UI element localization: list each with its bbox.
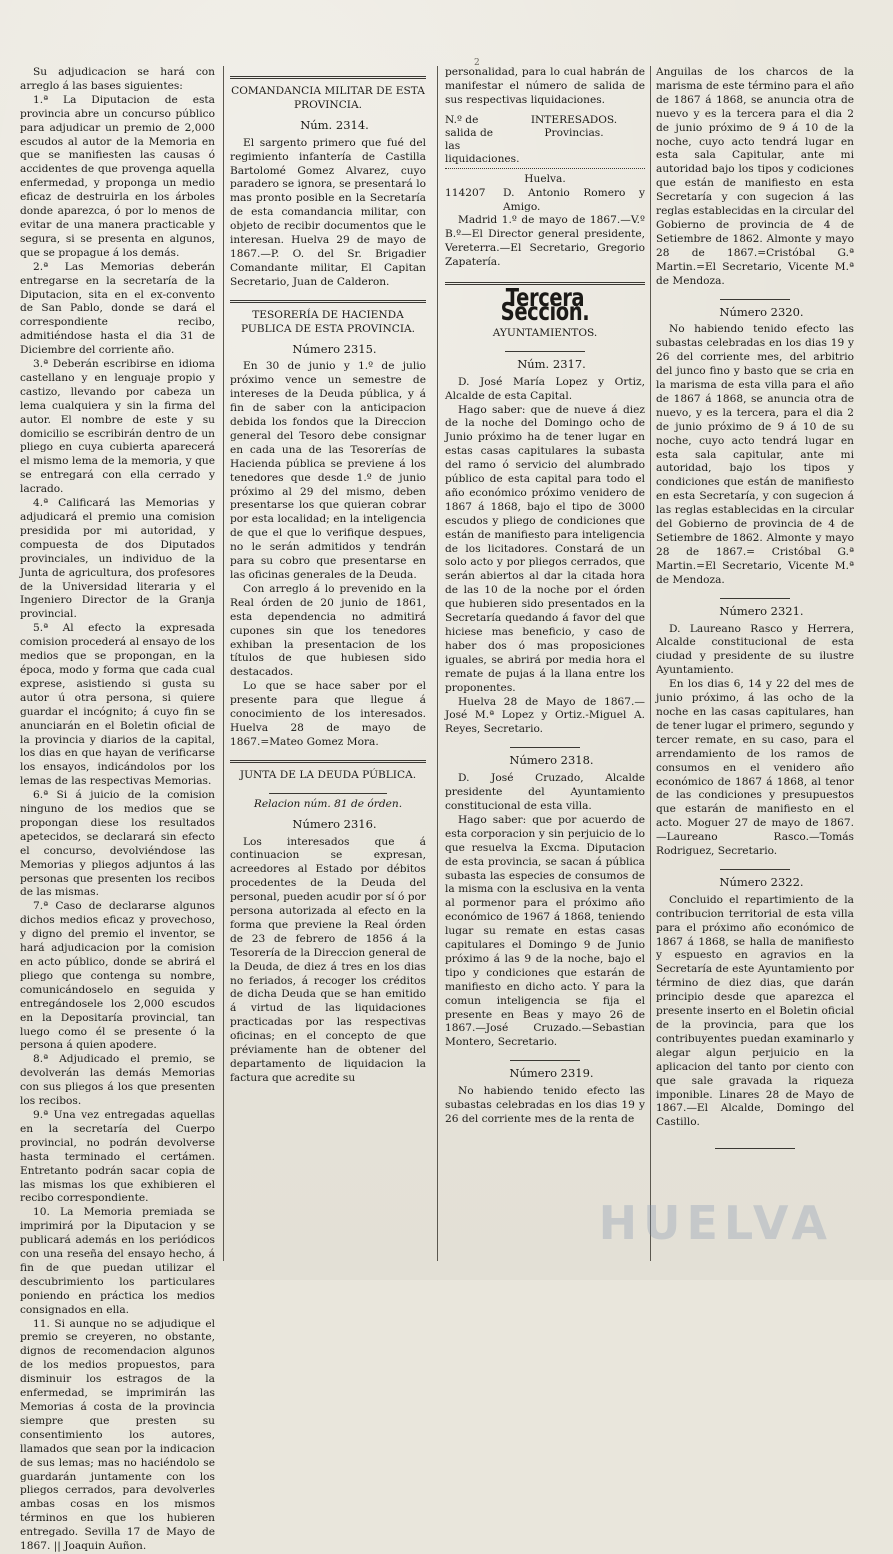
paragraph: D. Laureano Rasco y Herrera, Alcalde constitucional de esta ciudad y presidente de su ilustre Ayuntamiento.	[656, 622, 854, 677]
section-heading: TESORERÍA DE HACIENDA PUBLICA DE ESTA PROVINCIA.	[240, 308, 416, 335]
table-cell-name: D. Antonio Romero y Amigo.	[503, 186, 645, 213]
short-rule	[720, 869, 789, 870]
paragraph: D. José Cruzado, Alcalde presidente del Ayuntamiento constitucional de esta villa.	[445, 772, 645, 812]
paragraph: No habiendo tenido efecto las subastas celebradas en los dias 19 y 26 del corriente mes de la renta de	[445, 1085, 645, 1125]
column-divider	[223, 66, 224, 1261]
column-1	[20, 66, 215, 1553]
paragraph: personalidad, para lo cual habrán de manifestar el número de salida de sus respectivas liquidaciones.	[445, 66, 645, 106]
paragraph: Los interesados que á continuacion se expresan, acreedores al Estado por débitos procedentes de la Deuda del personal, pueden acudir por sí ó por persona autorizada al efecto en la forma que previene la Real órden de 23 de febrero de 1856 á la Tesorería de la Direccion general de la Deuda, de diez á tres en los dias no feriados, á recoger los créditos de dicha Deuda que se han emitido á virtud de las liquidaciones practicadas por las respectivas oficinas; en el concepto de que préviamente han de obtener del departamento de liquidacion la factura que acredite su	[230, 835, 426, 1084]
section-heading: COMANDANCIA MILITAR DE ESTA PROVINCIA.	[231, 85, 425, 111]
notice-number: Número 2318.	[509, 753, 594, 768]
table-col-number: N.º de salida de las liquidaciones.	[445, 113, 520, 165]
column-2	[230, 66, 426, 1266]
section-rule	[230, 760, 426, 763]
paragraph: Su adjudicacion se hará con arreglo á las bases siguientes:	[20, 66, 215, 92]
paragraph: 10. La Memoria premiada se imprimirá por la Diputacion y se publicará además en los periódicos con una reseña del ensayo hecho, á fin de que puedan utilizar el descubrimiento los particulares poniendo en práctica los medios consignados en ella.	[20, 1206, 215, 1316]
short-rule	[720, 598, 789, 599]
notice-number: Número 2320.	[719, 304, 804, 319]
liquidation-table-header	[445, 114, 645, 169]
notice-number: Número 2319.	[509, 1066, 594, 1081]
table-row	[445, 187, 645, 215]
notice-number: Número 2322.	[719, 874, 804, 889]
paragraph: 11. Si aunque no se adjudique el premio se creyeren, no obstante, dignos de recomendacion algunos de los medios propuestos, para disminuir los estragos de la enfermedad, se imprimirán las Memorias á costa de la provincia siempre que presten su consentimiento los autores, llamados que sean por la indicacion de sus lemas; mas no haciéndolo se guardarán juntamente con los pliegos cerrados, para devolverles ambas cosas en los mismos términos en que los hubieren entregado. Sevilla 17 de Mayo de 1867. || Joaquin Auñon.	[20, 1317, 215, 1553]
paragraph: Concluido el repartimiento de la contribucion territorial de esta villa para el próximo año económico de 1867 á 1868, se halla de manifiesto y espuesto en agravios en la Secretaría de este Ayuntamiento por término de diez dias, que darán principio desde que aparezca el presente inserto en el Boletin oficial de la provincia, para que los contribuyentes puedan examinarlo y alegar algun perjuicio en la aplicacion del tanto por ciento con que sale gravada la riqueza imponible. Linares 28 de Mayo de 1867.—El Alcalde, Domingo del Castillo.	[656, 893, 854, 1129]
paragraph: Madrid 1.º de mayo de 1867.—V.º B.º—El Director general presidente, Vereterra.—El Secretario, Gregorio Zapatería.	[445, 214, 645, 269]
paragraph: En 30 de junio y 1.º de julio próximo vence un semestre de intereses de la Deuda pública, y á fin de saber con la anticipacion debida los fondos que la Direccion general del Tesoro debe consignar en cada una de las Tesorerías de Hacienda pública se previene á los tenedores que desde 1.º de junio próximo al 29 del mismo, deben presentarse los que quieran cobrar por esta localidad; en la inteligencia de que el que lo verifique despues, no le serán admitidos y tendrán para su cobro que presentarse en las oficinas generales de la Deuda.	[230, 360, 426, 581]
short-rule	[510, 747, 580, 748]
paragraph: Hago saber: que por acuerdo de esta corporacion y sin perjuicio de lo que resuelva la Excma. Diputacion de esta provincia, se sacan á pública subasta las especies de consumos de la misma con la esclusiva en la venta al pormenor para el próximo año económico de 1967 á 1868, teniendo lugar su remate en estas casas capitulares el Domingo 9 de Junio próximo á las 9 de la noche, bajo el tipo y condiciones que estarán de manifiesto en dicho acto. Y para la comun inteligencia se fija el presente en Beas y mayo 26 de 1867.—José Cruzado.—Sebastian Montero, Secretario.	[445, 813, 645, 1049]
paragraph: 8.ª Adjudicado el premio, se devolverán las demás Memorias con sus pliegos á los que presenten los recibos.	[20, 1053, 215, 1108]
notice-number: Núm. 2314.	[300, 117, 369, 132]
table-province: Huelva.	[524, 172, 566, 185]
short-rule	[720, 299, 789, 300]
table-cell-number: 114207	[445, 186, 486, 199]
paragraph: 5.ª Al efecto la expresada comision procederá al ensayo de los medios que se propongan, en la época, modo y forma que cada cual exprese, asistiendo si gusta su autor ú otra persona, si quiere guardar el incógnito; á cuyo fin se anunciarán en el Boletin oficial de la provincia y diarios de la capital, los dias en que hayan de verificarse los ensayos, indicándolos por los lemas de las respectivas Memorias.	[20, 622, 215, 788]
column-4	[656, 66, 854, 1266]
paragraph: Hago saber: que de nueve á diez de la noche del Domingo ocho de Junio próximo ha de tener lugar en estas casas capitulares la subasta del ramo ó servicio del alumbrado público de esta capital para todo el año económico próximo venidero de 1867 á 1868, bajo el tipo de 3000 escudos y pliego de condiciones que están de manifiesto para inteligencia de los licitadores. Constará de un solo acto y por pliegos cerrados, que serán abiertos al dar la citada hora de las 10 de la noche por el órden que hubieren sido presentados en la Secretaría quedando á favor del que hiciese mas beneficio, y caso de haber dos ó mas proposiciones iguales, se abrirá por media hora el remate de pujas á la llana entre los proponentes.	[445, 403, 645, 694]
paragraph: Huelva 28 de Mayo de 1867.—José M.ª Lopez y Ortiz.-Miguel A. Reyes, Secretario.	[445, 695, 645, 736]
end-rule	[715, 1148, 794, 1149]
paragraph: El sargento primero que fué del regimiento infantería de Castilla Bartolomé Gomez Alvarez, cuyo paradero se ignora, se presentará lo mas pronto posible en la Secretaría de esta comandancia militar, con objeto de recibir documentos que le interesan. Huelva 29 de mayo de 1867.—P. O. del Sr. Brigadier Comandante militar, El Capitan Secretario, Juan de Calderon.	[230, 136, 426, 288]
paragraph: 9.ª Una vez entregadas aquellas en la secretaría del Cuerpo provincial, no podrán devolverse hasta terminado el certámen. Entretanto podrán sacar copia de las mismas los que exhibieren el recibo correspondiente.	[20, 1108, 215, 1205]
column-divider	[650, 66, 651, 1261]
section-heading: JUNTA DE LA DEUDA PÚBLICA.	[239, 768, 417, 781]
section-rule	[230, 76, 426, 79]
watermark: HUELVA	[598, 1196, 833, 1250]
notice-number: Número 2316.	[292, 816, 377, 831]
paragraph: En los dias 6, 14 y 22 del mes de junio próximo, á las ocho de la noche en las casas capitulares, han de tener lugar el primero, segundo y tercer remate, en su caso, para el arrendamiento de los ramos de consumos en el venidero año económico de 1867 á 1868, al tenor de las condiciones y presupuestos que estarán de manifiesto en el acto. Moguer 27 de mayo de 1867. —Laureano Rasco.—Tomás Rodriguez, Secretario.	[656, 678, 854, 858]
column-3	[445, 66, 645, 1266]
section-title: Tercera Seccion.	[500, 283, 590, 326]
notice-number: Núm. 2317.	[517, 356, 586, 371]
paragraph: D. José María Lopez y Ortiz, Alcalde de esta Capital.	[445, 375, 645, 402]
paragraph: Con arreglo á lo prevenido en la Real órden de 20 junio de 1861, esta dependencia no admitirá cupones sin que los tenedores exhiban la presentacion de los títulos de que hubiesen sido destacados.	[230, 582, 426, 679]
paragraph: No habiendo tenido efecto las subastas celebradas en los dias 19 y 26 del corriente mes, del arbitrio del junco fino y basto que se cria en la marisma de esta villa para el año de 1867 á 1868, se anuncia otra de nuevo, y es la tercera, para el dia 2 de junio próximo de 9 á 10 de su noche, cuyo acto tendrá lugar en esta sala capitular, ante mi autoridad, bajo los tipos y condiciones que están de manifiesto en esta Secretaría, y con sugecion á las reglas establecidas en la circular del Gobierno de provincia de 4 de Setiembre de 1862. Almonte y mayo 28 de 1867.= Cristóbal G.ª Martin.=El Secretario, Vicente M.ª de Mendoza.	[656, 323, 854, 586]
section-rule	[230, 300, 426, 303]
paragraph: 2.ª Las Memorias deberán entregarse en la secretaría de la Diputacion, sita en el ex-convento de San Pablo, donde se dará el correspondiente recibo, admitiéndose hasta el dia 31 de Diciembre del corriente año.	[20, 260, 215, 357]
paragraph: Anguilas de los charcos de la marisma de este término para el año de 1867 á 1868, se anuncia otra de nuevo y es la tercera para el dia 2 de junio próximo de 9 á 10 de la noche, cuyo acto tendrá lugar en esta sala Capitular, ante mi autoridad bajo los tipos y codiciones que están de manifiesto en esta Secretaría y con sugecion á las reglas establecidas en la circular del Gobierno de provincia de 4 de Setiembre de 1862. Almonte y mayo 28 de 1867.=Cristóbal G.ª Martin.=El Secretario, Vicente M.ª de Mendoza.	[656, 66, 854, 287]
short-rule	[510, 1060, 580, 1061]
section-heading: AYUNTAMIENTOS.	[492, 326, 598, 339]
table-col-provinces: Provincias.	[544, 126, 604, 139]
paragraph: 4.ª Calificará las Memorias y adjudicará el premio una comision presidida por mi autoridad, y compuesta de dos Diputados provinciales, un individuo de la Junta de agricultura, dos profesores de la Universidad literaria y el Ingeniero Director de la Granja provincial.	[20, 497, 215, 621]
notice-number: Número 2321.	[719, 603, 804, 618]
paragraph: Lo que se hace saber por el presente para que llegue á conocimiento de los interesados. Huelva 28 de mayo de 1867.=Mateo Gomez Mora.	[230, 680, 426, 748]
paragraph: 3.ª Deberán escribirse en idioma castellano y en lenguaje propio y castizo, llevando por cabeza un lema cualquiera y sin la firma del autor. El nombre de este y su domicilio se escribirán dentro de un pliego en cuya cubierta aparecerá el mismo lema de la memoria, y que se entregará con ella cerrado y lacrado.	[20, 358, 215, 496]
column-divider	[437, 66, 438, 1261]
short-rule	[505, 351, 585, 352]
relation-label: Relacion núm. 81 de órden.	[253, 797, 403, 810]
paragraph: 6.ª Si á juicio de la comision ninguno de los medios que se propongan diese los resultados apetecidos, se declarará sin efecto el concurso, devolviéndose las Memorias y pliegos adjuntos á las personas que presenten los recibos de las mismas.	[20, 789, 215, 899]
notice-number: Número 2315.	[292, 341, 377, 356]
short-rule	[269, 793, 387, 794]
table-col-interested: INTERESADOS.	[530, 113, 618, 126]
top-page-mark: 2	[474, 58, 480, 68]
paragraph: 1.ª La Diputacion de esta provincia abre un concurso público para adjudicar un premio de 2,000 escudos al autor de la Memoria en que se manifiesten las causas ó accidentes de que provenga aquella enfermedad, y proponga un medio eficaz de destruirla en los árboles donde aparezca, ó por lo menos de evitar de una manera practicable y segura, si se presenta en algunos, que se propague á los demás.	[20, 93, 215, 259]
paragraph: 7.ª Caso de declararse algunos dichos medios eficaz y provechoso, y digno del premio el inventor, se hará adjudicacion por la comision en acto público, donde se abrirá el pliego que contenga su nombre, comunicándoselo en seguida y entregándosele los 2,000 escudos en la Depositaría provincial, tan luego como él se presente ó la persona á quien apodere.	[20, 900, 215, 1052]
